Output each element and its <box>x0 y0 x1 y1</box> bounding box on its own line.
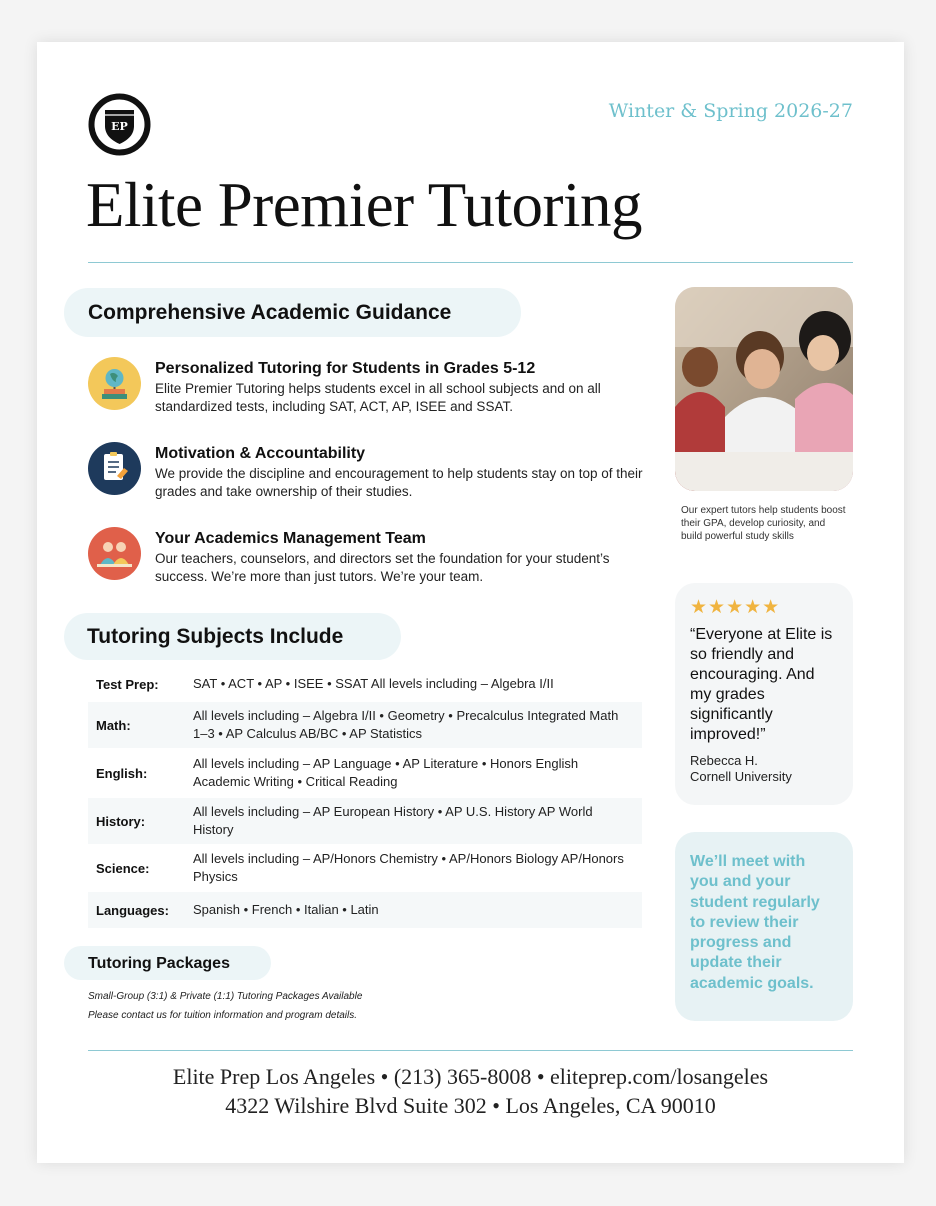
flyer-page <box>37 42 904 1163</box>
packages-heading: Tutoring Packages <box>64 946 271 980</box>
subject-label: Languages: <box>96 902 169 918</box>
feature-title-motivation: Motivation & Accountability <box>155 445 366 462</box>
review-quote: “Everyone at Elite is so friendly and encouraging. And my grades significantly improved!” <box>690 626 833 743</box>
packages-line-1: Small-Group (3:1) & Private (1:1) Tutoring Packages Available <box>88 991 363 1002</box>
feature-title-team: Your Academics Management Team <box>155 530 426 547</box>
subject-value: All levels including – AP European History • AP U.S. History AP World History <box>193 804 593 837</box>
footer-address: 4322 Wilshire Blvd Suite 302 • Los Angeles, CA 90010 <box>225 1093 716 1118</box>
guidance-heading: Comprehensive Academic Guidance <box>64 288 521 337</box>
footer-contact: Elite Prep Los Angeles • (213) 365-8008 • eliteprep.com/losangeles <box>172 1064 769 1089</box>
header-divider <box>88 262 853 263</box>
page-title: Elite Premier Tutoring <box>86 170 642 240</box>
star-rating-icon: ★★★★★ <box>690 597 781 618</box>
subject-value: All levels including – Algebra I/II • Geometry • Precalculus Integrated Math 1–3 • AP Calculus AB/BC • AP Statistics <box>193 708 619 741</box>
subject-value: Spanish • French • Italian • Latin <box>193 902 379 917</box>
feature-desc-motivation: We provide the discipline and encouragement to help students stay on top of their grades and take ownership of their studies. <box>155 466 643 499</box>
feature-title-personalized: Personalized Tutoring for Students in Grades 5-12 <box>155 360 536 377</box>
table-row <box>88 844 642 892</box>
subject-label: English: <box>96 765 148 781</box>
subject-value: SAT • ACT • AP • ISEE • SSAT All levels including – Algebra I/II <box>193 676 554 691</box>
checklist-icon <box>88 442 141 495</box>
subject-label: Science: <box>96 860 150 876</box>
subject-value: All levels including – AP/Honors Chemistry • AP/Honors Biology AP/Honors Physics <box>193 851 624 884</box>
meeting-callout: We’ll meet with you and your student regularly to review their progress and update their academic goals. <box>675 832 853 1021</box>
reviewer-name: Rebecca H. <box>690 753 758 768</box>
subjects-table <box>88 666 642 928</box>
table-row <box>88 702 642 748</box>
table-row <box>88 798 642 844</box>
table-row <box>88 666 642 702</box>
subject-label: Math: <box>96 717 131 733</box>
footer-divider <box>88 1050 853 1051</box>
shield-logo-icon <box>88 93 151 156</box>
team-icon <box>88 527 141 580</box>
subject-label: History: <box>96 813 146 829</box>
review-card <box>675 583 853 805</box>
table-row <box>88 892 642 928</box>
globe-books-icon <box>88 357 141 410</box>
feature-desc-personalized: Elite Premier Tutoring helps students excel in all school subjects and on all standardized tests, including SAT, ACT, AP, ISEE and SSAT. <box>155 381 601 414</box>
table-row <box>88 748 642 798</box>
subjects-heading: Tutoring Subjects Include <box>64 613 401 660</box>
packages-line-2: Please contact us for tuition information and program details. <box>88 1010 358 1021</box>
logo-letters: EP <box>111 120 128 133</box>
photo-caption: Our expert tutors help students boost their GPA, develop curiosity, and build powerful study skills <box>681 505 846 542</box>
season-label: Winter & Spring 2026-27 <box>608 100 853 122</box>
reviewer-school: Cornell University <box>690 769 792 784</box>
students-photo <box>675 287 853 491</box>
subject-label: Test Prep: <box>96 676 159 692</box>
subject-value: All levels including – AP Language • AP Literature • Honors English Academic Writing • Critical Reading <box>193 756 579 789</box>
feature-desc-team: Our teachers, counselors, and directors set the foundation for your student’s success. We’re more than just tutors. We’re your team. <box>155 551 610 584</box>
